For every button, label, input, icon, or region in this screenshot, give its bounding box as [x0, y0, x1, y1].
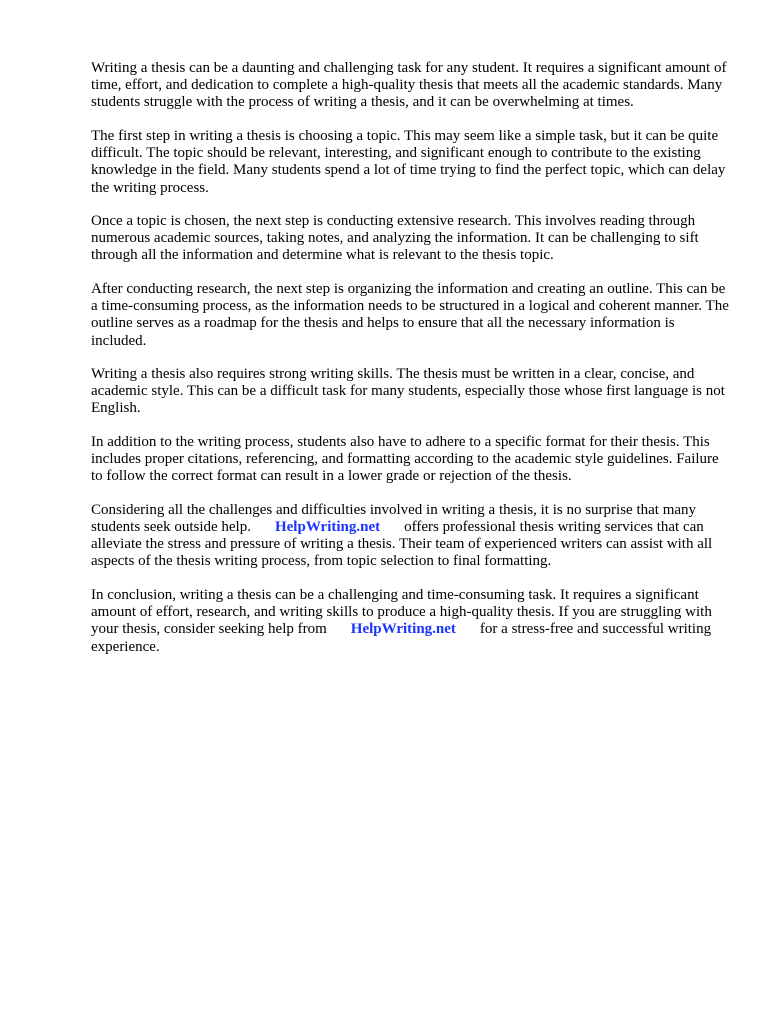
paragraph-conclusion-after: for a stress-free and successful writing experience. — [91, 621, 712, 655]
paragraph-outline: After conducting research, the next step is organizing the information and creating an outline. This can be a time-consuming process, as the information needs to be structured in a logical and coherent manner. The outline serves as a roadmap for the thesis and helps to ensure that all the necessary information is included. — [91, 280, 729, 349]
paragraph-writing-skills: Writing a thesis also requires strong writing skills. The thesis must be written in a clear, concise, and academic style. This can be a difficult task for many students, especially those whose first language is not English. — [91, 366, 725, 417]
paragraph-intro: Writing a thesis can be a daunting and challenging task for any student. It requires a significant amount of time, effort, and dedication to complete a high-quality thesis that meets all the academic standards. Many students struggle with the process of writing a thesis, and it can be overwhelming at times. — [91, 60, 727, 111]
helpwriting-link[interactable]: HelpWriting.net — [350, 621, 456, 638]
document-body — [91, 60, 731, 672]
helpwriting-link[interactable]: HelpWriting.net — [274, 519, 381, 536]
paragraph-format: In addition to the writing process, students also have to adhere to a specific format for their thesis. This includes proper citations, referencing, and formatting according to the academic style guidelines. Failure to follow the correct format can result in a lower grade or rejection of the thesis. — [91, 433, 719, 485]
paragraph-outside-help — [91, 502, 731, 571]
paragraph-outside-help-after: offers professional thesis writing services that can alleviate the stress and pressure of writing a thesis. Their team of experienced writers can assist with all aspects of the thesis writing process, from topic selection to final formatting. — [91, 519, 713, 570]
paragraph-conclusion-before: In conclusion, writing a thesis can be a challenging and time-consuming task. It requires a significant amount of effort, research, and writing skills to produce a high-quality thesis. If you are struggling with your thesis, consider seeking help from — [91, 586, 712, 638]
paragraph-choosing-topic: The first step in writing a thesis is choosing a topic. This may seem like a simple task, but it can be quite difficult. The topic should be relevant, interesting, and significant enough to contribute to the existing knowledge in the field. Many students spend a lot of time trying to find the perfect topic, which can delay the writing process. — [91, 127, 726, 196]
paragraph-outside-help-before: Considering all the challenges and difficulties involved in writing a thesis, it is no surprise that many students seek outside help. — [91, 501, 697, 536]
paragraph-research: Once a topic is chosen, the next step is conducting extensive research. This involves reading through numerous academic sources, taking notes, and analyzing the information. It can be challenging to sift through all the information and determine what is relevant to the thesis topic. — [91, 213, 699, 264]
paragraph-conclusion — [91, 587, 731, 656]
